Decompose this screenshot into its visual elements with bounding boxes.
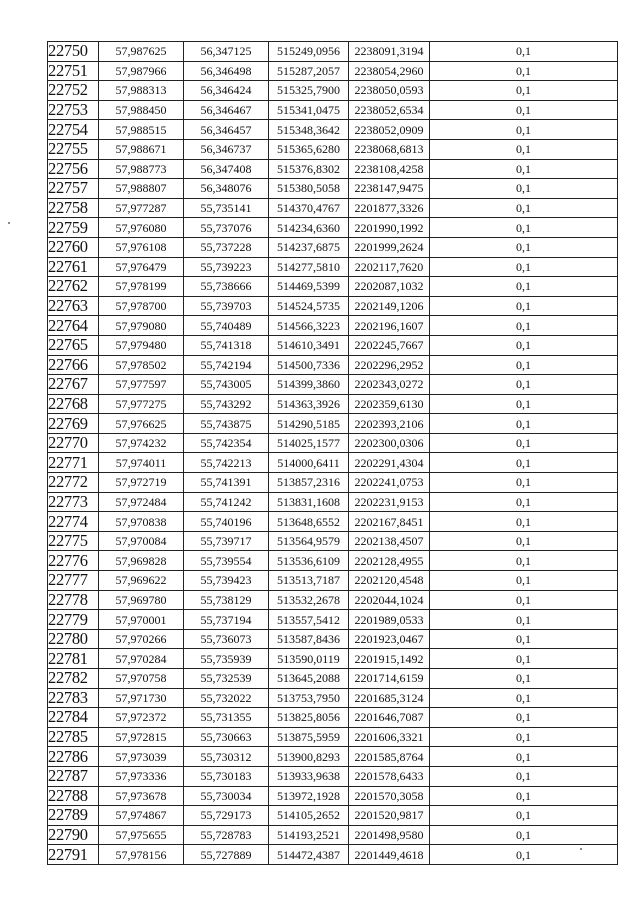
x-coordinate-cell: 513536,6109 [269,551,349,571]
point-number: 22771 [48,453,99,473]
accuracy-cell: 0,1 [430,492,618,512]
longitude-cell: 55,743292 [184,394,269,414]
accuracy-cell: 0,1 [430,120,618,140]
table-row [48,688,618,708]
y-coordinate-cell: 2201990,1992 [349,218,430,238]
accuracy-cell: 0,1 [430,571,618,591]
longitude-cell: 55,741242 [184,492,269,512]
latitude-cell: 57,971730 [99,688,184,708]
point-number: 22774 [48,512,99,532]
point-number: 22772 [48,473,99,493]
point-number: 22789 [48,806,99,826]
point-number: 22751 [48,61,99,81]
accuracy-cell: 0,1 [430,179,618,199]
x-coordinate-cell: 515341,0475 [269,100,349,120]
longitude-cell: 55,736073 [184,629,269,649]
x-coordinate-cell: 514500,7336 [269,355,349,375]
point-number: 22783 [48,688,99,708]
accuracy-cell: 0,1 [430,825,618,845]
latitude-cell: 57,977287 [99,198,184,218]
table-row [48,120,618,140]
point-number: 22761 [48,257,99,277]
accuracy-cell: 0,1 [430,139,618,159]
x-coordinate-cell: 514234,6360 [269,218,349,238]
x-coordinate-cell: 513557,5412 [269,610,349,630]
latitude-cell: 57,977275 [99,394,184,414]
latitude-cell: 57,976108 [99,237,184,257]
y-coordinate-cell: 2201646,7087 [349,708,430,728]
point-number: 22778 [48,590,99,610]
latitude-cell: 57,978156 [99,845,184,865]
y-coordinate-cell: 2201585,8764 [349,747,430,767]
latitude-cell: 57,988313 [99,81,184,101]
table-row [48,669,618,689]
coordinates-table [47,41,618,865]
y-coordinate-cell: 2201923,0467 [349,629,430,649]
latitude-cell: 57,970838 [99,512,184,532]
longitude-cell: 56,346467 [184,100,269,120]
accuracy-cell: 0,1 [430,218,618,238]
y-coordinate-cell: 2202196,1607 [349,316,430,336]
latitude-cell: 57,987966 [99,61,184,81]
accuracy-cell: 0,1 [430,335,618,355]
accuracy-cell: 0,1 [430,708,618,728]
latitude-cell: 57,974232 [99,433,184,453]
accuracy-cell: 0,1 [430,433,618,453]
table-row [48,375,618,395]
table-row [48,355,618,375]
latitude-cell: 57,974011 [99,453,184,473]
longitude-cell: 55,732539 [184,669,269,689]
accuracy-cell: 0,1 [430,394,618,414]
point-number: 22769 [48,414,99,434]
y-coordinate-cell: 2238091,3194 [349,42,430,62]
x-coordinate-cell: 515376,8302 [269,159,349,179]
x-coordinate-cell: 514277,5810 [269,257,349,277]
point-number: 22787 [48,766,99,786]
y-coordinate-cell: 2201498,9580 [349,825,430,845]
latitude-cell: 57,978199 [99,277,184,297]
x-coordinate-cell: 513900,8293 [269,747,349,767]
point-number: 22785 [48,727,99,747]
longitude-cell: 55,730663 [184,727,269,747]
point-number: 22758 [48,198,99,218]
longitude-cell: 55,740489 [184,316,269,336]
longitude-cell: 55,739223 [184,257,269,277]
x-coordinate-cell: 513857,2316 [269,473,349,493]
y-coordinate-cell: 2202291,4304 [349,453,430,473]
point-number: 22759 [48,218,99,238]
y-coordinate-cell: 2201877,3326 [349,198,430,218]
longitude-cell: 55,739717 [184,531,269,551]
y-coordinate-cell: 2202359,6130 [349,394,430,414]
y-coordinate-cell: 2201520,9817 [349,806,430,826]
latitude-cell: 57,979080 [99,316,184,336]
point-number: 22775 [48,531,99,551]
x-coordinate-cell: 514566,3223 [269,316,349,336]
longitude-cell: 56,346457 [184,120,269,140]
y-coordinate-cell: 2238052,0909 [349,120,430,140]
longitude-cell: 55,738129 [184,590,269,610]
y-coordinate-cell: 2201578,6433 [349,766,430,786]
longitude-cell: 55,738666 [184,277,269,297]
longitude-cell: 56,347408 [184,159,269,179]
latitude-cell: 57,970084 [99,531,184,551]
point-number: 22786 [48,747,99,767]
latitude-cell: 57,970758 [99,669,184,689]
y-coordinate-cell: 2202087,1032 [349,277,430,297]
accuracy-cell: 0,1 [430,806,618,826]
accuracy-cell: 0,1 [430,414,618,434]
accuracy-cell: 0,1 [430,237,618,257]
x-coordinate-cell: 514025,1577 [269,433,349,453]
accuracy-cell: 0,1 [430,727,618,747]
x-coordinate-cell: 513972,1928 [269,786,349,806]
longitude-cell: 55,731355 [184,708,269,728]
latitude-cell: 57,988450 [99,100,184,120]
latitude-cell: 57,988515 [99,120,184,140]
longitude-cell: 55,741391 [184,473,269,493]
x-coordinate-cell: 514193,2521 [269,825,349,845]
point-number: 22788 [48,786,99,806]
point-number: 22764 [48,316,99,336]
latitude-cell: 57,973678 [99,786,184,806]
longitude-cell: 55,740196 [184,512,269,532]
accuracy-cell: 0,1 [430,42,618,62]
point-number: 22773 [48,492,99,512]
accuracy-cell: 0,1 [430,629,618,649]
table-row [48,414,618,434]
latitude-cell: 57,976625 [99,414,184,434]
longitude-cell: 55,742213 [184,453,269,473]
table-row [48,100,618,120]
latitude-cell: 57,976479 [99,257,184,277]
longitude-cell: 56,348076 [184,179,269,199]
x-coordinate-cell: 513590,0119 [269,649,349,669]
table-row [48,179,618,199]
longitude-cell: 55,739703 [184,296,269,316]
accuracy-cell: 0,1 [430,747,618,767]
point-number: 22750 [48,42,99,62]
table-row [48,394,618,414]
table-row [48,747,618,767]
y-coordinate-cell: 2201606,3321 [349,727,430,747]
table-row [48,277,618,297]
table-row [48,159,618,179]
y-coordinate-cell: 2202044,1024 [349,590,430,610]
accuracy-cell: 0,1 [430,277,618,297]
x-coordinate-cell: 515249,0956 [269,42,349,62]
y-coordinate-cell: 2202300,0306 [349,433,430,453]
accuracy-cell: 0,1 [430,610,618,630]
x-coordinate-cell: 514472,4387 [269,845,349,865]
table-row [48,708,618,728]
x-coordinate-cell: 513513,7187 [269,571,349,591]
x-coordinate-cell: 514290,5185 [269,414,349,434]
latitude-cell: 57,979480 [99,335,184,355]
y-coordinate-cell: 2238052,6534 [349,100,430,120]
point-number: 22767 [48,375,99,395]
y-coordinate-cell: 2202393,2106 [349,414,430,434]
longitude-cell: 55,728783 [184,825,269,845]
point-number: 22770 [48,433,99,453]
x-coordinate-cell: 513825,8056 [269,708,349,728]
latitude-cell: 57,972719 [99,473,184,493]
accuracy-cell: 0,1 [430,649,618,669]
latitude-cell: 57,973336 [99,766,184,786]
latitude-cell: 57,975655 [99,825,184,845]
x-coordinate-cell: 514469,5399 [269,277,349,297]
table-row [48,81,618,101]
point-number: 22791 [48,845,99,865]
table-row [48,825,618,845]
table-row [48,218,618,238]
y-coordinate-cell: 2202128,4955 [349,551,430,571]
accuracy-cell: 0,1 [430,473,618,493]
accuracy-cell: 0,1 [430,296,618,316]
x-coordinate-cell: 515325,7900 [269,81,349,101]
y-coordinate-cell: 2202149,1206 [349,296,430,316]
point-number: 22755 [48,139,99,159]
point-number: 22784 [48,708,99,728]
table-row [48,473,618,493]
accuracy-cell: 0,1 [430,81,618,101]
longitude-cell: 55,735141 [184,198,269,218]
accuracy-cell: 0,1 [430,257,618,277]
accuracy-cell: 0,1 [430,512,618,532]
table-row [48,531,618,551]
x-coordinate-cell: 513875,5959 [269,727,349,747]
longitude-cell: 55,730312 [184,747,269,767]
accuracy-cell: 0,1 [430,198,618,218]
table-row [48,237,618,257]
table-row [48,590,618,610]
x-coordinate-cell: 513587,8436 [269,629,349,649]
table-row [48,786,618,806]
x-coordinate-cell: 513933,9638 [269,766,349,786]
point-number: 22763 [48,296,99,316]
y-coordinate-cell: 2238050,0593 [349,81,430,101]
point-number: 22780 [48,629,99,649]
point-number: 22766 [48,355,99,375]
latitude-cell: 57,978502 [99,355,184,375]
latitude-cell: 57,972484 [99,492,184,512]
table-row [48,296,618,316]
table-row [48,61,618,81]
latitude-cell: 57,969780 [99,590,184,610]
table-row [48,42,618,62]
y-coordinate-cell: 2202120,4548 [349,571,430,591]
accuracy-cell: 0,1 [430,531,618,551]
point-number: 22752 [48,81,99,101]
table-row [48,316,618,336]
latitude-cell: 57,969828 [99,551,184,571]
longitude-cell: 55,743005 [184,375,269,395]
accuracy-cell: 0,1 [430,786,618,806]
point-number: 22779 [48,610,99,630]
latitude-cell: 57,988807 [99,179,184,199]
scan-speck [8,222,10,224]
y-coordinate-cell: 2201999,2624 [349,237,430,257]
latitude-cell: 57,978700 [99,296,184,316]
x-coordinate-cell: 514399,3860 [269,375,349,395]
table-row [48,139,618,159]
y-coordinate-cell: 2202245,7667 [349,335,430,355]
latitude-cell: 57,974867 [99,806,184,826]
accuracy-cell: 0,1 [430,100,618,120]
y-coordinate-cell: 2202296,2952 [349,355,430,375]
table-row [48,845,618,865]
latitude-cell: 57,977597 [99,375,184,395]
table-row [48,433,618,453]
x-coordinate-cell: 514237,6875 [269,237,349,257]
longitude-cell: 55,732022 [184,688,269,708]
point-number: 22782 [48,669,99,689]
y-coordinate-cell: 2238068,6813 [349,139,430,159]
table-row [48,492,618,512]
longitude-cell: 55,730034 [184,786,269,806]
table-row [48,453,618,473]
accuracy-cell: 0,1 [430,688,618,708]
point-number: 22754 [48,120,99,140]
x-coordinate-cell: 513532,2678 [269,590,349,610]
y-coordinate-cell: 2202343,0272 [349,375,430,395]
accuracy-cell: 0,1 [430,766,618,786]
accuracy-cell: 0,1 [430,590,618,610]
point-number: 22756 [48,159,99,179]
y-coordinate-cell: 2202241,0753 [349,473,430,493]
table-row [48,551,618,571]
longitude-cell: 55,729173 [184,806,269,826]
table-row [48,610,618,630]
table-row [48,257,618,277]
accuracy-cell: 0,1 [430,551,618,571]
longitude-cell: 55,741318 [184,335,269,355]
latitude-cell: 57,988671 [99,139,184,159]
point-number: 22762 [48,277,99,297]
accuracy-cell: 0,1 [430,61,618,81]
x-coordinate-cell: 515287,2057 [269,61,349,81]
table-row [48,629,618,649]
y-coordinate-cell: 2201449,4618 [349,845,430,865]
longitude-cell: 55,743875 [184,414,269,434]
x-coordinate-cell: 514370,4767 [269,198,349,218]
x-coordinate-cell: 513831,1608 [269,492,349,512]
longitude-cell: 55,737194 [184,610,269,630]
accuracy-cell: 0,1 [430,669,618,689]
table-row [48,571,618,591]
latitude-cell: 57,970284 [99,649,184,669]
x-coordinate-cell: 515380,5058 [269,179,349,199]
longitude-cell: 55,739554 [184,551,269,571]
y-coordinate-cell: 2202138,4507 [349,531,430,551]
accuracy-cell: 0,1 [430,845,618,865]
table-row [48,198,618,218]
y-coordinate-cell: 2201570,3058 [349,786,430,806]
point-number: 22753 [48,100,99,120]
table-row [48,766,618,786]
table-row [48,727,618,747]
x-coordinate-cell: 513564,9579 [269,531,349,551]
x-coordinate-cell: 513645,2088 [269,669,349,689]
longitude-cell: 55,742354 [184,433,269,453]
accuracy-cell: 0,1 [430,375,618,395]
latitude-cell: 57,972815 [99,727,184,747]
latitude-cell: 57,988773 [99,159,184,179]
x-coordinate-cell: 515365,6280 [269,139,349,159]
latitude-cell: 57,987625 [99,42,184,62]
longitude-cell: 56,346737 [184,139,269,159]
point-number: 22768 [48,394,99,414]
x-coordinate-cell: 513648,6552 [269,512,349,532]
y-coordinate-cell: 2202167,8451 [349,512,430,532]
y-coordinate-cell: 2238054,2960 [349,61,430,81]
x-coordinate-cell: 514000,6411 [269,453,349,473]
longitude-cell: 55,735939 [184,649,269,669]
y-coordinate-cell: 2201685,3124 [349,688,430,708]
y-coordinate-cell: 2201989,0533 [349,610,430,630]
table-row [48,649,618,669]
y-coordinate-cell: 2202117,7620 [349,257,430,277]
y-coordinate-cell: 2201714,6159 [349,669,430,689]
longitude-cell: 55,737076 [184,218,269,238]
x-coordinate-cell: 515348,3642 [269,120,349,140]
point-number: 22776 [48,551,99,571]
longitude-cell: 56,347125 [184,42,269,62]
longitude-cell: 55,742194 [184,355,269,375]
latitude-cell: 57,970001 [99,610,184,630]
point-number: 22781 [48,649,99,669]
table-row [48,806,618,826]
longitude-cell: 55,737228 [184,237,269,257]
x-coordinate-cell: 514363,3926 [269,394,349,414]
x-coordinate-cell: 514610,3491 [269,335,349,355]
point-number: 22757 [48,179,99,199]
latitude-cell: 57,976080 [99,218,184,238]
accuracy-cell: 0,1 [430,355,618,375]
point-number: 22790 [48,825,99,845]
longitude-cell: 56,346424 [184,81,269,101]
longitude-cell: 55,727889 [184,845,269,865]
x-coordinate-cell: 514105,2652 [269,806,349,826]
longitude-cell: 56,346498 [184,61,269,81]
longitude-cell: 55,739423 [184,571,269,591]
x-coordinate-cell: 513753,7950 [269,688,349,708]
x-coordinate-cell: 514524,5735 [269,296,349,316]
table-row [48,512,618,532]
y-coordinate-cell: 2238147,9475 [349,179,430,199]
latitude-cell: 57,972372 [99,708,184,728]
point-number: 22777 [48,571,99,591]
latitude-cell: 57,970266 [99,629,184,649]
longitude-cell: 55,730183 [184,766,269,786]
latitude-cell: 57,969622 [99,571,184,591]
accuracy-cell: 0,1 [430,159,618,179]
y-coordinate-cell: 2238108,4258 [349,159,430,179]
coordinates-table-body [48,42,618,865]
accuracy-cell: 0,1 [430,453,618,473]
latitude-cell: 57,973039 [99,747,184,767]
table-row [48,335,618,355]
point-number: 22760 [48,237,99,257]
point-number: 22765 [48,335,99,355]
accuracy-cell: 0,1 [430,316,618,336]
y-coordinate-cell: 2202231,9153 [349,492,430,512]
y-coordinate-cell: 2201915,1492 [349,649,430,669]
